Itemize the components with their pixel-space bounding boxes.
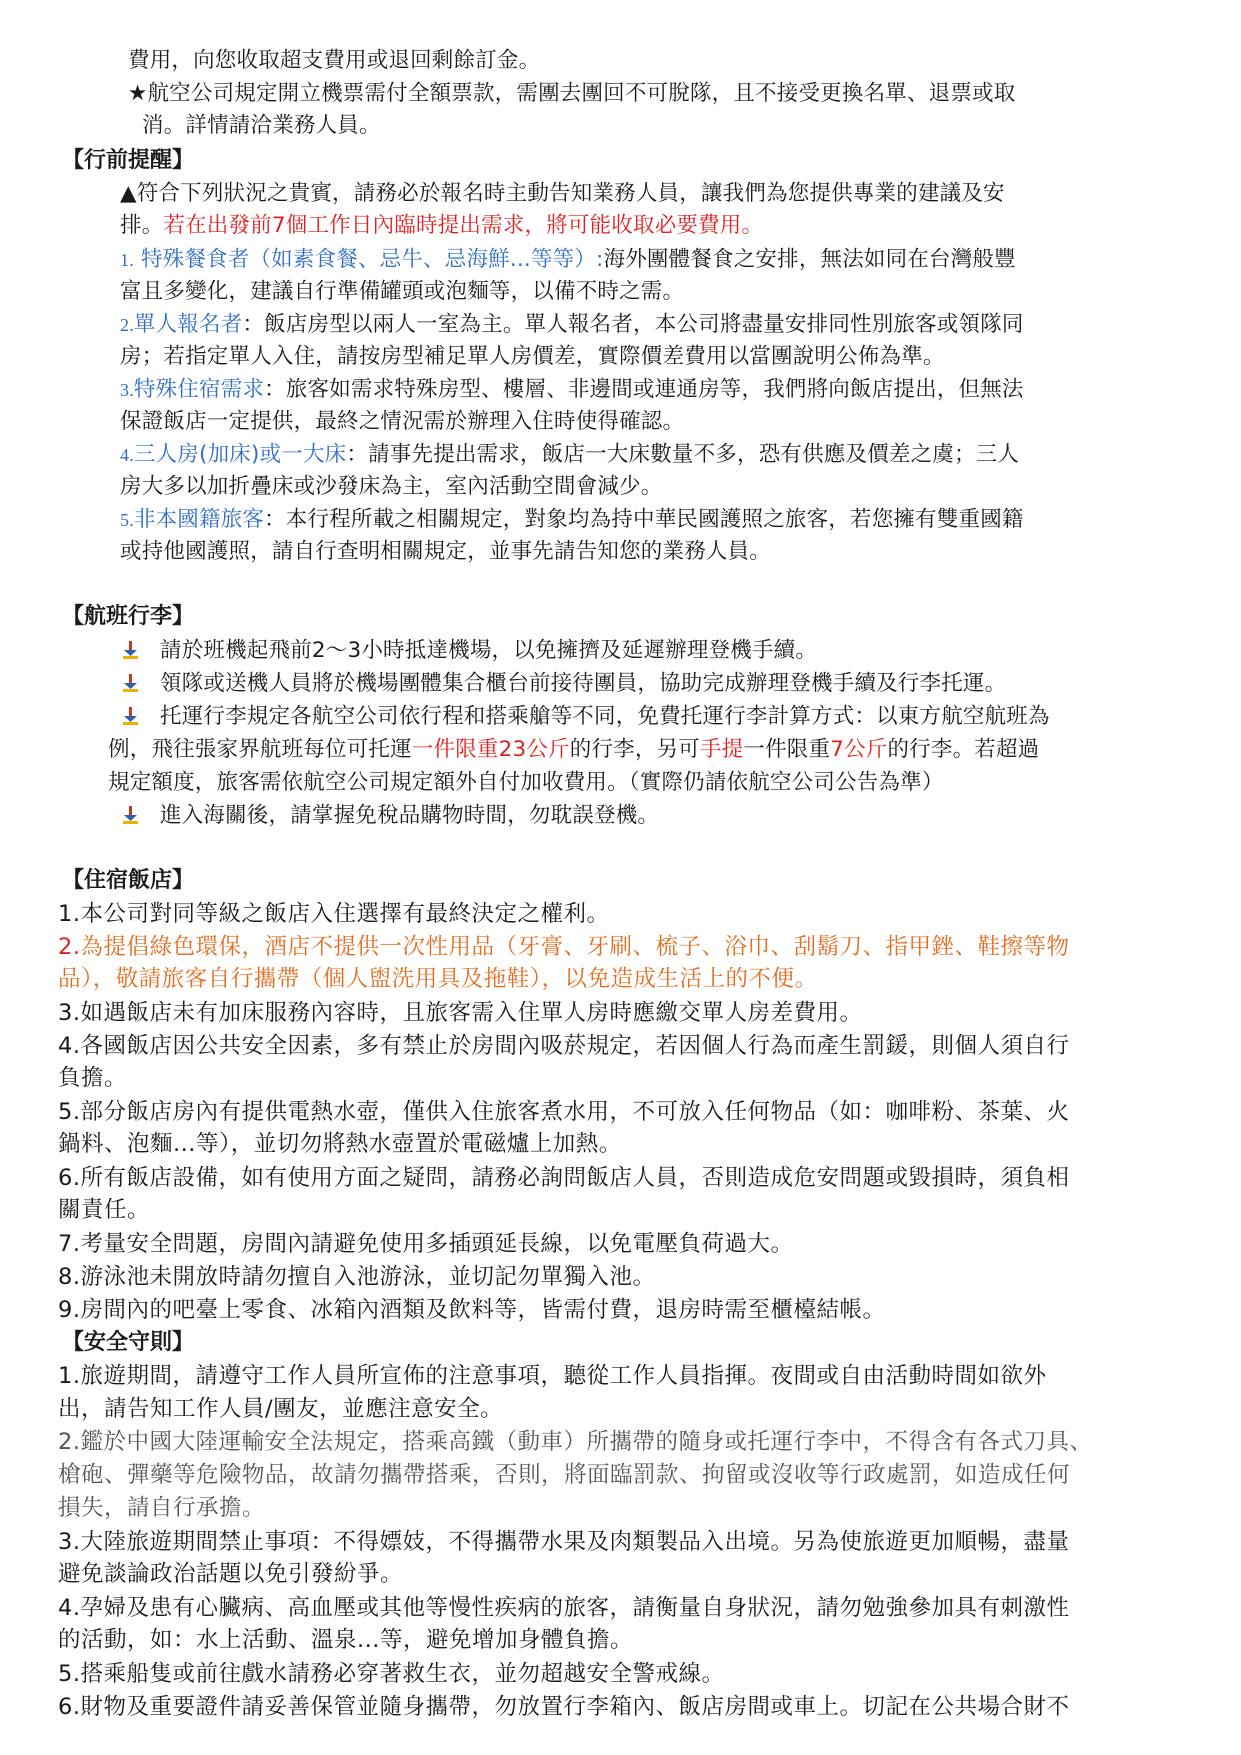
- pre-item-3-label: 特殊住宿需求: [133, 377, 265, 402]
- pre-item-1-line-2: 富且多變化，建議自行準備罐頭或泡麵等，以備不時之需。: [120, 279, 685, 304]
- pre-item-5-line-2: 或持他國護照，請自行查明相關規定，並事先請告知您的業務人員。: [120, 539, 772, 564]
- hotel-rule-2-line-1: 2.為提倡綠色環保，酒店不提供一次性用品（牙膏、牙刷、梳子、浴巾、刮鬍刀、指甲銼、鞋擦等物: [58, 934, 1070, 960]
- safety-rule-1-line-2: 出，請告知工作人員/團友，並應注意安全。: [58, 1396, 504, 1422]
- arrow-bullet-icon: [122, 707, 139, 725]
- checked-luggage-limit: 一件限重23公斤: [411, 737, 570, 762]
- safety-rule-1-line-1: 1.旅遊期間，請遵守工作人員所宣佈的注意事項，聽從工作人員指揮。夜間或自由活動時間如欲外: [58, 1363, 1047, 1389]
- hotel-rule-6-line-2: 關責任。: [58, 1197, 151, 1223]
- flight-bullet-2: 領隊或送機人員將於機場團體集合櫃台前接待團員，協助完成辦理登機手續及行李托運。: [160, 671, 1007, 696]
- section-heading-hotel: 【住宿飯店】: [62, 868, 195, 893]
- safety-rule-5: 5.搭乘船隻或前往戲水請務必穿著救生衣，並勿超越安全警戒線。: [58, 1661, 725, 1687]
- hotel-rule-6-line-1: 6.所有飯店設備，如有使用方面之疑問，請務必詢問飯店人員，否則造成危安問題或毀損時，須負相: [58, 1165, 1070, 1191]
- pre-item-3-line-1: 3.特殊住宿需求：旅客如需求特殊房型、樓層、非邊間或連通房等，我們將向飯店提出，但無法: [120, 377, 1024, 402]
- safety-rule-4-line-2: 的活動，如：水上活動、溫泉...等，避免增加身體負擔。: [58, 1627, 633, 1653]
- hotel-rule-4-line-1: 4.各國飯店因公共安全因素，多有禁止於房間內吸菸規定，若因個人行為而產生罰鍰，則個人須自行: [58, 1033, 1070, 1059]
- pre-item-4-label: 三人房(加床)或一大床: [133, 442, 347, 467]
- section-heading-safety: 【安全守則】: [62, 1330, 195, 1355]
- hotel-rule-2-line-2: 品），敬請旅客自行攜帶（個人盥洗用具及拖鞋），以免造成生活上的不便。: [58, 966, 818, 992]
- pre-intro-line-1: ▲符合下列狀況之貴賓，請務必於報名時主動告知業務人員，讓我們為您提供專業的建議及安: [120, 181, 1005, 206]
- arrow-bullet-icon: [122, 674, 139, 692]
- pre-item-2-line-2: 房；若指定單人入住，請按房型補足單人房價差，實際價差費用以當團說明公佈為準。: [120, 344, 945, 369]
- hotel-rule-3: 3.如遇飯店未有加床服務內容時，且旅客需入住單人房時應繳交單人房差費用。: [58, 1000, 863, 1026]
- pre-intro-line-2: 排。若在出發前7個工作日內臨時提出需求，將可能收取必要費用。: [120, 213, 764, 238]
- flight-bullet-4: 進入海關後，請掌握免稅品購物時間，勿耽誤登機。: [160, 803, 660, 828]
- pre-item-5-line-1: 5.非本國籍旅客：本行程所載之相關規定，對象均為持中華民國護照之旅客，若您擁有雙重國籍: [120, 507, 1024, 532]
- hotel-rule-1: 1.本公司對同等級之飯店入住選擇有最終決定之權利。: [58, 901, 610, 927]
- safety-rule-3-line-1: 3.大陸旅遊期間禁止事項：不得嫖妓，不得攜帶水果及肉類製品入出境。另為使旅遊更加順暢，盡量: [58, 1529, 1070, 1555]
- flight-bullet-3-line-2: 例，飛往張家界航班每位可托運一件限重23公斤的行李，另可手提一件限重7公斤的行李。若超過: [108, 737, 1040, 762]
- flight-bullet-3-line-3: 規定額度，旅客需依航空公司規定額外自付加收費用。（實際仍請依航空公司公告為準）: [108, 770, 944, 795]
- safety-rule-2-line-3: 損失，請自行承擔。: [58, 1495, 266, 1521]
- pre-item-4-line-2: 房大多以加折疊床或沙發床為主，室內活動空間會減少。: [120, 474, 663, 499]
- section-heading-pre-trip: 【行前提醒】: [62, 148, 195, 173]
- flight-bullet-3-line-1: 托運行李規定各航空公司依行程和搭乘艙等不同，免費托運行李計算方式：以東方航空航班為: [160, 704, 1050, 729]
- hotel-rule-9: 9.房間內的吧臺上零食、冰箱內酒類及飲料等，皆需付費，退房時需至櫃檯結帳。: [58, 1297, 886, 1323]
- carry-on-limit: 7公斤: [830, 737, 888, 762]
- top-line-1: 費用，向您收取超支費用或退回剩餘訂金。: [128, 48, 541, 73]
- pre-item-2-label: 單人報名者: [133, 312, 243, 337]
- hotel-rule-7: 7.考量安全問題，房間內請避免使用多插頭延長線，以免電壓負荷過大。: [58, 1231, 794, 1257]
- arrow-bullet-icon: [122, 641, 139, 659]
- safety-rule-4-line-1: 4.孕婦及患有心臟病、高血壓或其他等慢性疾病的旅客，請衡量自身狀況，請勿勉強參加具有刺激性: [58, 1595, 1070, 1621]
- pre-item-1-label: 特殊餐食者（如素食餐、忌牛、忌海鮮...等等）:: [140, 247, 604, 272]
- top-line-2: ★航空公司規定開立機票需付全額票款，需團去團回不可脫隊，且不接受更換名單、退票或取: [128, 81, 1016, 106]
- safety-rule-6: 6.財物及重要證件請妥善保管並隨身攜帶，勿放置行李箱內、飯店房間或車上。切記在公共場合財不: [58, 1694, 1070, 1720]
- pre-item-2-line-1: 2.單人報名者：飯店房型以兩人一室為主。單人報名者，本公司將盡量安排同性別旅客或領隊同: [120, 312, 1024, 337]
- pre-item-5-label: 非本國籍旅客: [133, 507, 265, 532]
- safety-rule-2-line-1: 2.鑑於中國大陸運輸安全法規定，搭乘高鐵（動車）所攜帶的隨身或托運行李中，不得含有各式刀具、: [58, 1429, 1093, 1455]
- safety-rule-2-line-2: 槍砲、彈藥等危險物品，故請勿攜帶搭乘，否則，將面臨罰款、拘留或沒收等行政處罰，如造成任何: [58, 1462, 1071, 1488]
- hotel-rule-5-line-1: 5.部分飯店房內有提供電熱水壺，僅供入住旅客煮水用，不可放入任何物品（如：咖啡粉、茶葉、火: [58, 1099, 1070, 1125]
- pre-item-4-line-1: 4.三人房(加床)或一大床：請事先提出需求，飯店一大床數量不多，恐有供應及價差之虞；三人: [120, 442, 1020, 467]
- pre-item-1-line-1: 1. 特殊餐食者（如素食餐、忌牛、忌海鮮...等等）:海外團體餐食之安排，無法如同在台灣般豐: [120, 247, 1016, 272]
- section-heading-flight-luggage: 【航班行李】: [62, 604, 195, 629]
- arrow-bullet-icon: [122, 806, 139, 824]
- pre-item-3-line-2: 保證飯店一定提供，最終之情況需於辦理入住時使得確認。: [120, 409, 685, 434]
- safety-rule-3-line-2: 避免談論政治話題以免引發紛爭。: [58, 1561, 404, 1587]
- top-line-3: 消。詳情請洽業務人員。: [142, 113, 381, 138]
- flight-bullet-1: 請於班機起飛前2～3小時抵達機場，以免擁擠及延遲辦理登機手續。: [160, 638, 818, 663]
- hotel-rule-4-line-2: 負擔。: [58, 1065, 128, 1091]
- hotel-rule-8: 8.游泳池未開放時請勿擅自入池游泳，並切記勿單獨入池。: [58, 1264, 656, 1290]
- pre-intro-warning: 若在出發前7個工作日內臨時提出需求，將可能收取必要費用。: [163, 213, 764, 238]
- hotel-rule-5-line-2: 鍋料、泡麵...等），並切勿將熱水壺置於電磁爐上加熱。: [58, 1131, 622, 1157]
